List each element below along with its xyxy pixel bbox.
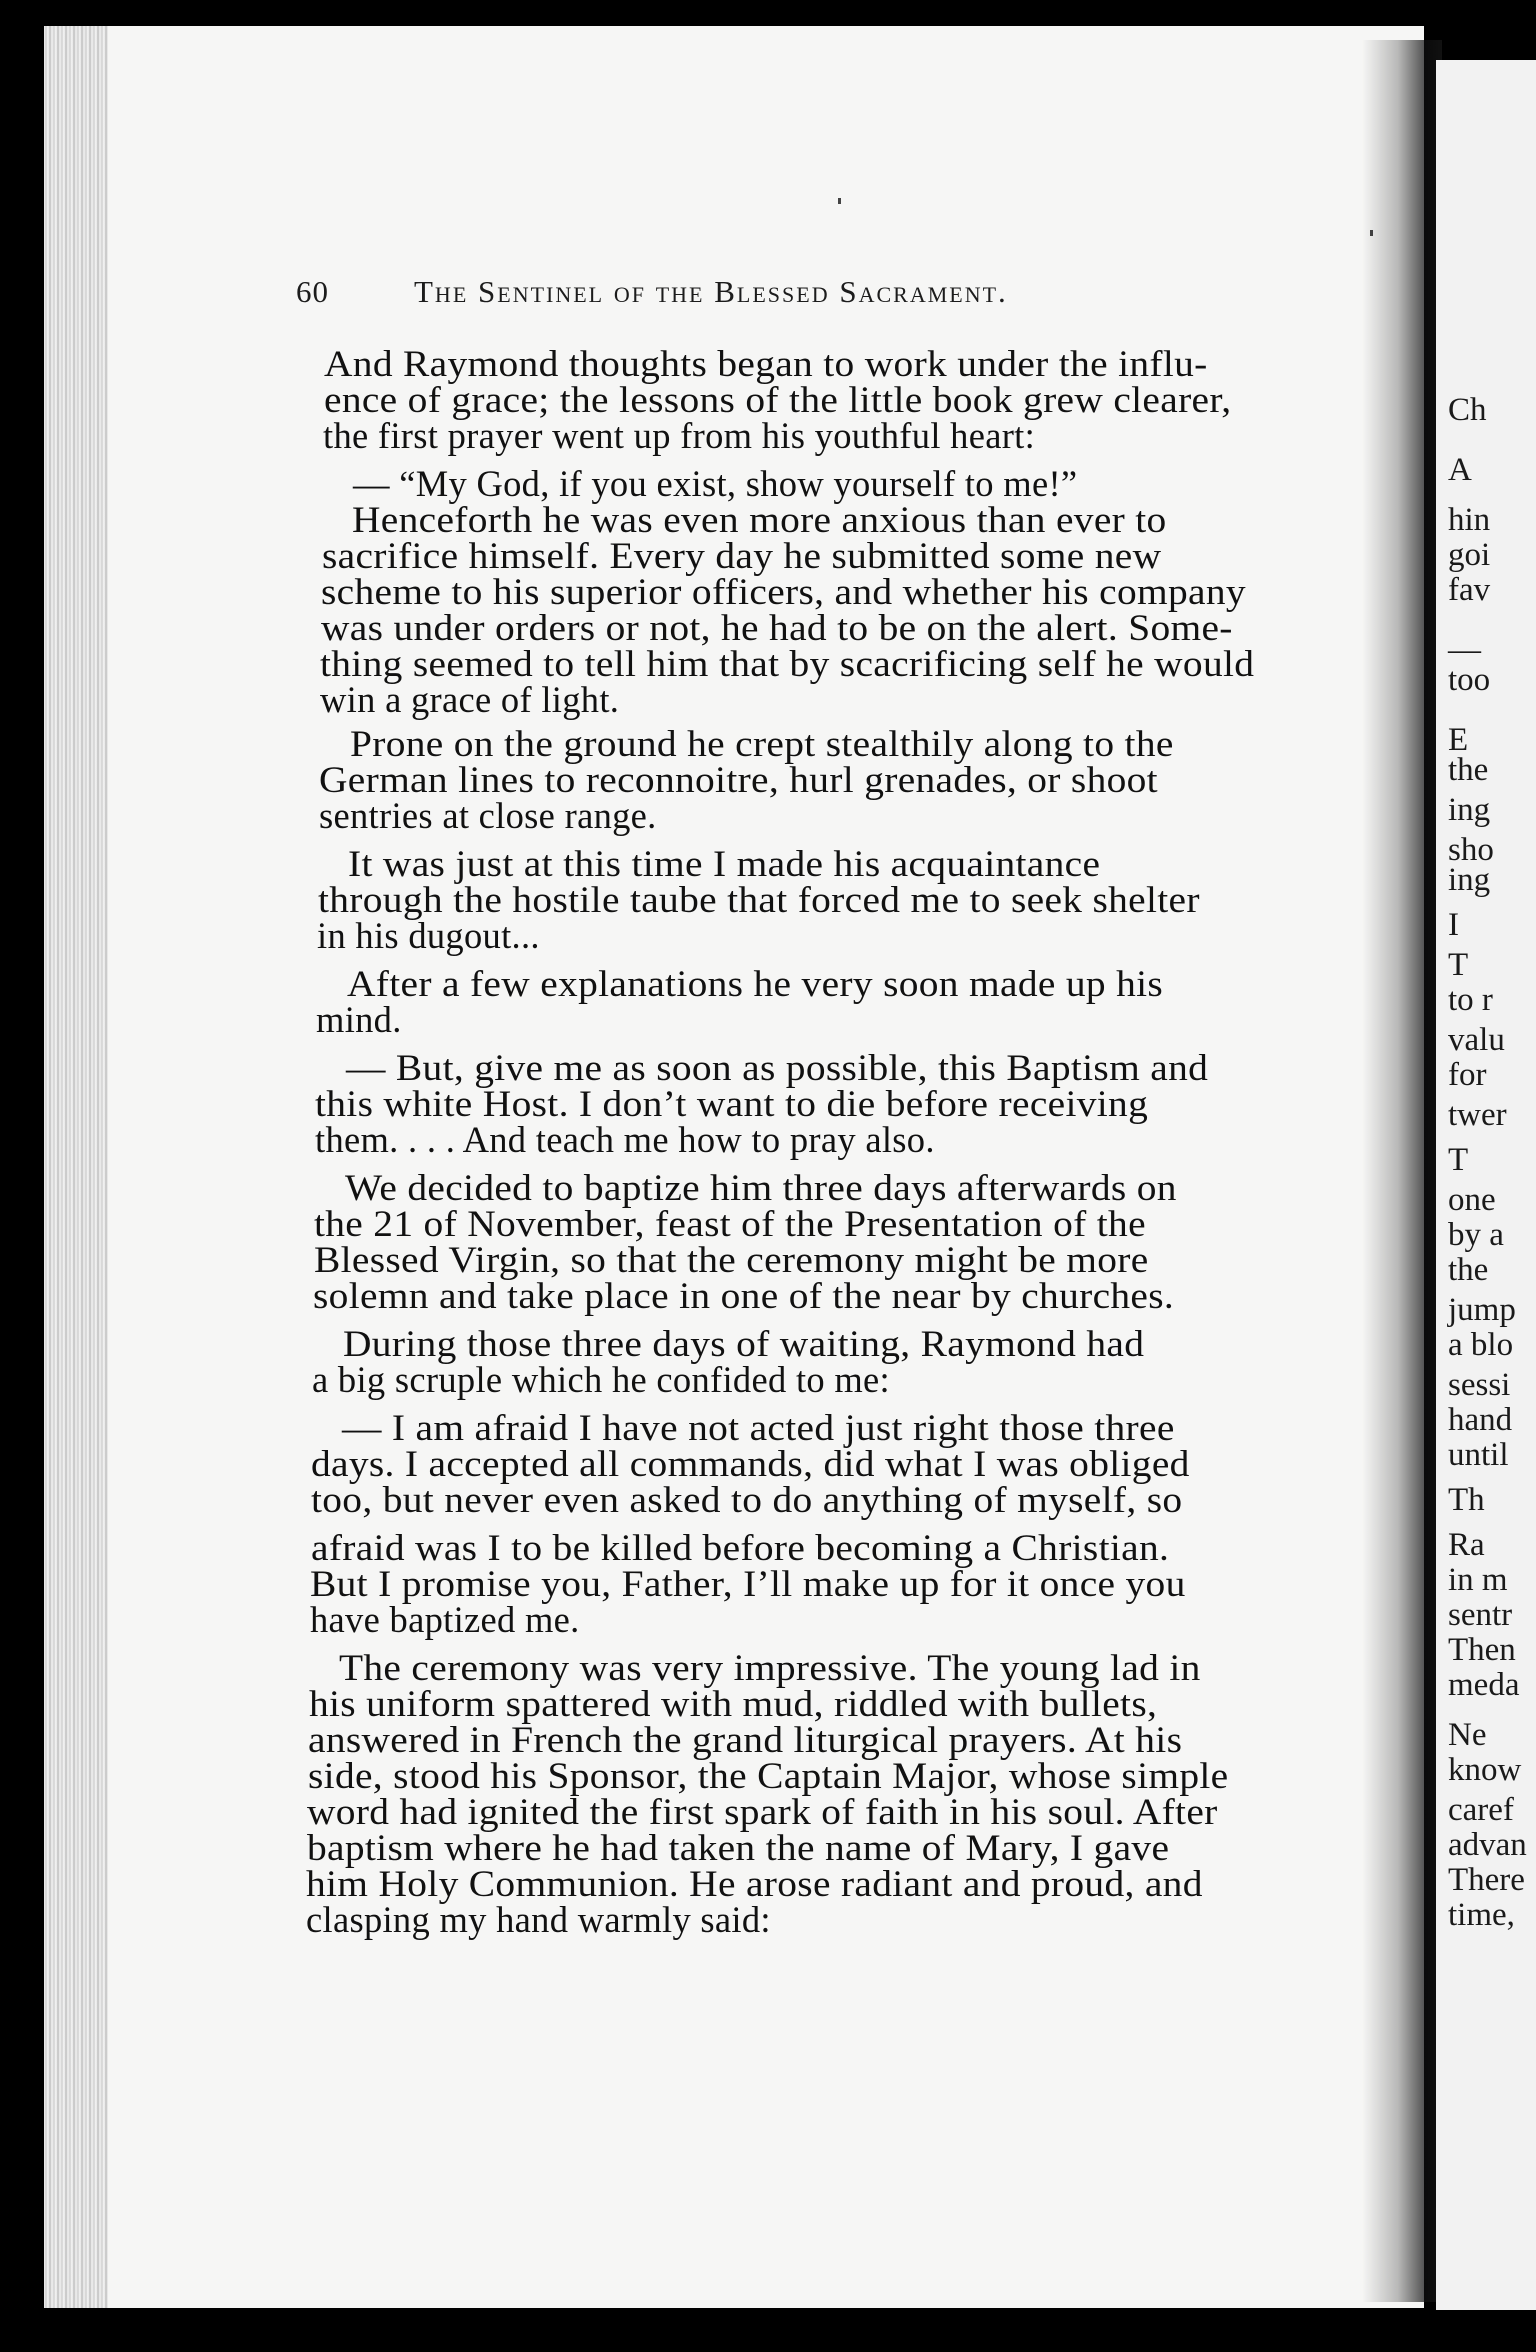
facing-fragment: ing: [1448, 792, 1491, 828]
text-line: days. I accepted all commands, did what I was obliged: [311, 1443, 1190, 1484]
text-line: — “My God, if you exist, show yourself to me!”: [353, 463, 1078, 504]
text-line: After a few explanations he very soon made up his: [347, 963, 1164, 1004]
facing-fragment: advan: [1448, 1827, 1527, 1863]
facing-fragment: sessi: [1448, 1367, 1511, 1403]
text-line: — But, give me as soon as possible, this Baptism and: [346, 1047, 1209, 1088]
text-line: word had ignited the first spark of faith in his soul. After: [307, 1791, 1218, 1832]
facing-fragment: I: [1448, 907, 1459, 943]
facing-fragment: twer: [1448, 1097, 1507, 1133]
text-line: We decided to baptize him three days afterwards on: [345, 1167, 1177, 1208]
text-line: Prone on the ground he crept stealthily along to the: [350, 723, 1174, 764]
text-line: During those three days of waiting, Raymond had: [343, 1323, 1145, 1364]
text-line: And Raymond thoughts began to work under the influ-: [324, 343, 1208, 384]
facing-fragment: by a: [1448, 1217, 1504, 1253]
facing-fragment: T: [1448, 1142, 1469, 1178]
running-title: The Sentinel of the Blessed Sacrament.: [414, 274, 1008, 309]
text-line: afraid was I to be killed before becoming a Christian.: [311, 1527, 1170, 1568]
facing-fragment: goi: [1448, 537, 1491, 573]
text-line: the 21 of November, feast of the Presentation of the: [314, 1203, 1146, 1244]
text-line: scheme to his superior officers, and whether his company: [321, 571, 1246, 612]
text-line: Blessed Virgin, so that the ceremony might be more: [314, 1239, 1149, 1280]
text-line: in his dugout...: [317, 915, 540, 956]
facing-fragment: Ne: [1448, 1717, 1487, 1753]
text-line: But I promise you, Father, I’ll make up for it once you: [310, 1563, 1186, 1604]
facing-fragment: until: [1448, 1437, 1509, 1473]
page-stack-edge: [44, 26, 110, 2308]
text-line: side, stood his Sponsor, the Captain Major, whose simple: [308, 1755, 1229, 1796]
text-line: was under orders or not, he had to be on the alert. Some-: [321, 607, 1233, 648]
facing-fragment: the: [1448, 752, 1489, 788]
facing-fragment: Ra: [1448, 1527, 1485, 1563]
facing-fragment: E: [1448, 722, 1469, 758]
facing-fragment: Ch: [1448, 392, 1487, 428]
facing-fragment: jump: [1448, 1292, 1516, 1328]
page-number: 60: [296, 274, 329, 309]
left-book-page: [108, 26, 1424, 2308]
facing-fragment: sho: [1448, 832, 1494, 868]
text-line: — I am afraid I have not acted just right those three: [342, 1407, 1175, 1448]
text-line: It was just at this time I made his acquaintance: [348, 843, 1101, 884]
text-line: this white Host. I don’t want to die before receiving: [315, 1083, 1149, 1124]
text-line: thing seemed to tell him that by scacrificing self he would: [320, 643, 1255, 684]
text-line: clasping my hand warmly said:: [306, 1899, 771, 1940]
facing-fragment: Th: [1448, 1482, 1485, 1518]
facing-fragment: hand: [1448, 1402, 1513, 1438]
text-line: a big scruple which he confided to me:: [312, 1359, 890, 1400]
text-line: the first prayer went up from his youthful heart:: [323, 415, 1036, 456]
text-line: win a grace of light.: [320, 679, 620, 720]
text-line: him Holy Communion. He arose radiant and proud, and: [306, 1863, 1203, 1904]
facing-fragment: Then: [1448, 1632, 1516, 1668]
facing-fragment: to r: [1448, 982, 1493, 1018]
facing-fragment: A: [1448, 452, 1472, 488]
facing-fragment: —: [1448, 632, 1481, 668]
text-line: too, but never even asked to do anything of myself, so: [311, 1479, 1183, 1520]
facing-fragment: There: [1448, 1862, 1525, 1898]
text-line: solemn and take place in one of the near by churches.: [313, 1275, 1175, 1316]
facing-fragment: time,: [1448, 1897, 1515, 1933]
text-line: mind.: [316, 999, 402, 1040]
text-line: through the hostile taube that forced me to seek shelter: [318, 879, 1200, 920]
facing-fragment: hin: [1448, 502, 1491, 538]
facing-fragment: caref: [1448, 1792, 1514, 1828]
text-line: sacrifice himself. Every day he submitted some new: [322, 535, 1162, 576]
text-line: Henceforth he was even more anxious than ever to: [352, 499, 1167, 540]
text-line: them. . . . And teach me how to pray also.: [315, 1119, 935, 1160]
text-line: his uniform spattered with mud, riddled with bullets,: [309, 1683, 1158, 1724]
text-line: German lines to reconnoitre, hurl grenades, or shoot: [319, 759, 1158, 800]
facing-fragment: a blo: [1448, 1327, 1514, 1363]
text-line: have baptized me.: [310, 1599, 580, 1640]
facing-fragment: valu: [1448, 1022, 1505, 1058]
gutter-shadow: [1362, 40, 1442, 2302]
facing-fragment: fav: [1448, 572, 1491, 608]
facing-fragment: ing: [1448, 862, 1491, 898]
facing-fragment: sentr: [1448, 1597, 1513, 1633]
text-line: answered in French the grand liturgical prayers. At his: [308, 1719, 1183, 1760]
facing-fragment: know: [1448, 1752, 1522, 1788]
right-facing-page: [1436, 60, 1536, 2310]
text-line: sentries at close range.: [319, 795, 657, 836]
text-line: The ceremony was very impressive. The young lad in: [339, 1647, 1201, 1688]
stray-mark: [838, 198, 841, 204]
facing-fragment: for: [1448, 1057, 1487, 1093]
facing-fragment: in m: [1448, 1562, 1508, 1598]
text-line: baptism where he had taken the name of Mary, I gave: [307, 1827, 1170, 1868]
text-line: ence of grace; the lessons of the little book grew clearer,: [324, 379, 1232, 420]
facing-fragment: one: [1448, 1182, 1496, 1218]
facing-fragment: meda: [1448, 1667, 1520, 1703]
facing-fragment: the: [1448, 1252, 1489, 1288]
facing-fragment: T: [1448, 947, 1469, 983]
facing-fragment: too: [1448, 662, 1491, 698]
